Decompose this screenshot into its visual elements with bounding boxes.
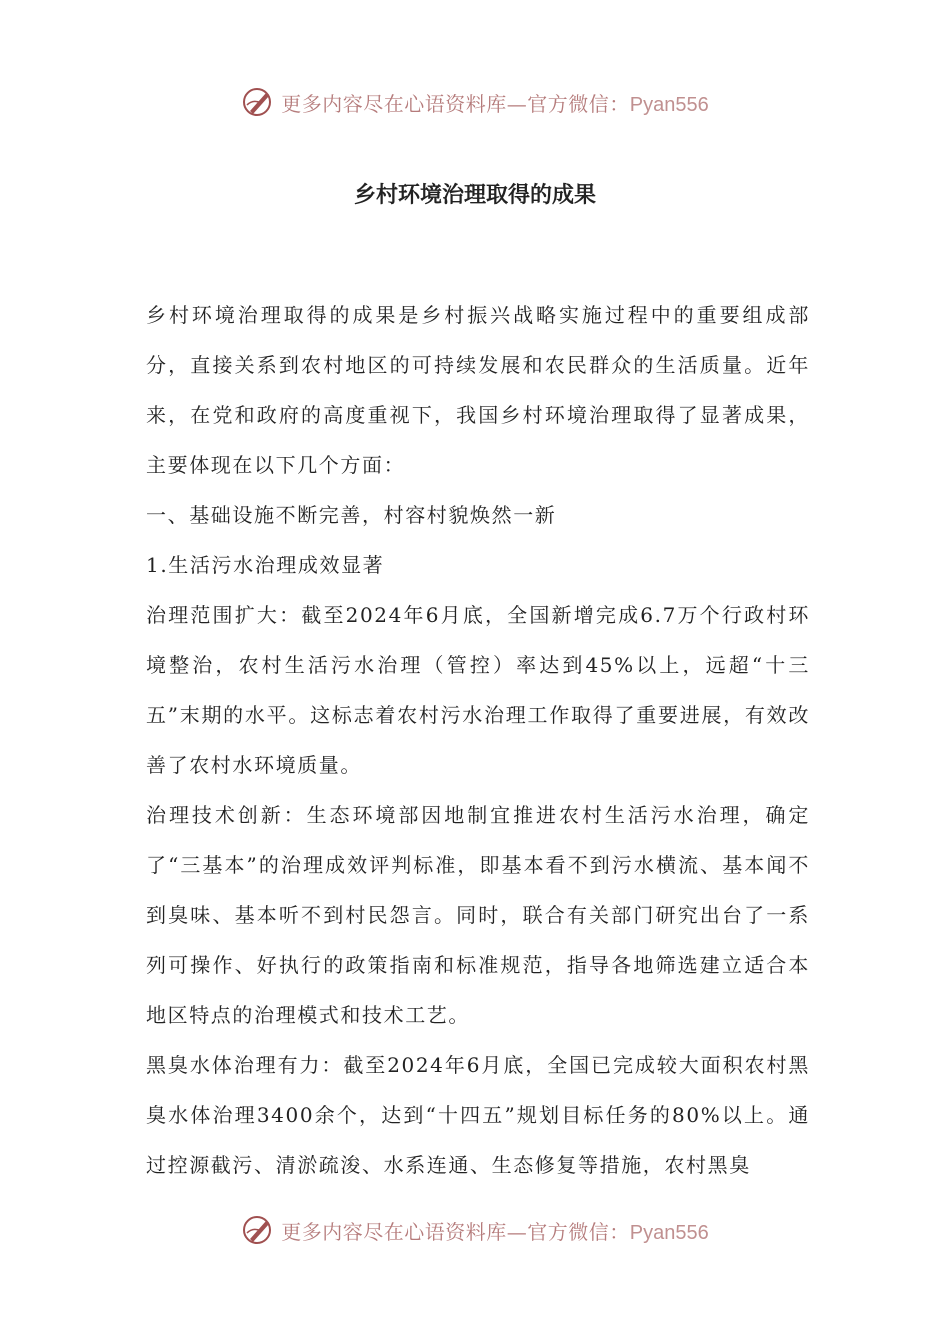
pen-logo-icon <box>241 1213 275 1247</box>
watermark-banner-top <box>0 82 950 122</box>
document-body <box>146 290 810 1190</box>
section-heading: 一、基础设施不断完善，村容村貌焕然一新 <box>146 503 557 527</box>
watermark-banner-bottom <box>0 1210 950 1250</box>
watermark-text: 更多内容尽在心语资料库—官方微信：Pyan556 <box>281 91 709 116</box>
pen-logo-icon <box>241 85 275 119</box>
paragraph: 乡村环境治理取得的成果是乡村振兴战略实施过程中的重要组成部分，直接关系到农村地区的可持续发展和农民群众的生活质量。近年来，在党和政府的高度重视下，我国乡村环境治理取得了显著成果，主要体现在以下几个方面： <box>146 303 810 477</box>
subsection-heading: 1.生活污水治理成效显著 <box>146 553 385 577</box>
paragraph: 治理范围扩大：截至2024年6月底，全国新增完成6.7万个行政村环境整治，农村生活污水治理（管控）率达到45%以上，远超“十三五”末期的水平。这标志着农村污水治理工作取得了重要进展，有效改善了农村水环境质量。 <box>146 603 810 777</box>
document-title: 乡村环境治理取得的成果 <box>353 183 596 208</box>
watermark-text: 更多内容尽在心语资料库—官方微信：Pyan556 <box>281 1219 709 1244</box>
paragraph: 治理技术创新：生态环境部因地制宜推进农村生活污水治理，确定了“三基本”的治理成效评判标准，即基本看不到污水横流、基本闻不到臭味、基本听不到村民怨言。同时，联合有关部门研究出台了一系列可操作、好执行的政策指南和标准规范，指导各地筛选建立适合本地区特点的治理模式和技术工艺。 <box>146 803 810 1027</box>
paragraph: 黑臭水体治理有力：截至2024年6月底，全国已完成较大面积农村黑臭水体治理3400余个，达到“十四五”规划目标任务的80%以上。通过控源截污、清淤疏浚、水系连通、生态修复等措施，农村黑臭 <box>146 1053 810 1177</box>
